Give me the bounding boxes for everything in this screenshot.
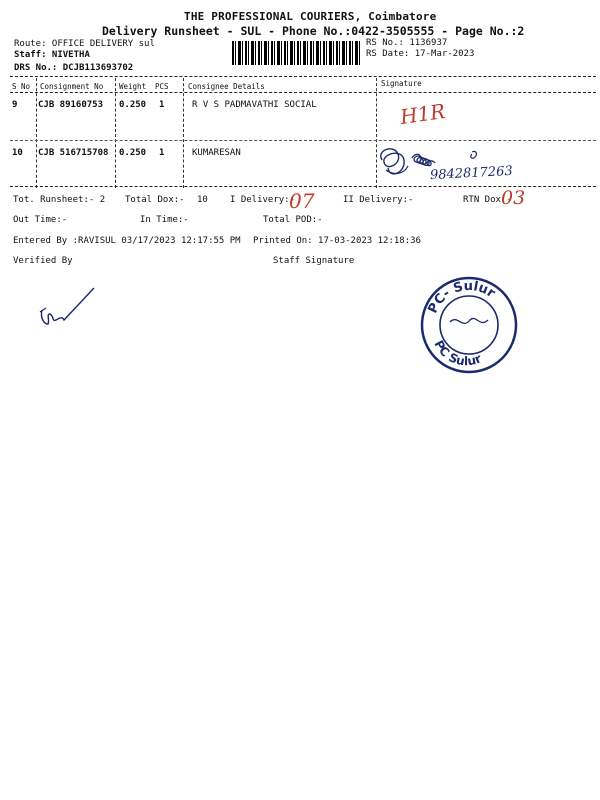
row-consignee: KUMARESAN [192, 148, 241, 158]
stamp-bottom-text: PC Sulur [431, 338, 484, 369]
row-weight: 0.250 [119, 148, 147, 158]
staff-label: Staff: NIVETHA [14, 50, 90, 60]
col-divider [36, 78, 37, 188]
row-weight: 0.250 [119, 100, 147, 110]
i-delivery-label: I Delivery:- [230, 195, 296, 205]
table-header-rule [10, 92, 596, 93]
col-divider [115, 78, 116, 188]
total-dox-value: 10 [197, 195, 208, 205]
column-header-pcs: PCS [155, 82, 169, 91]
rs-date: RS Date: 17-Mar-2023 [366, 49, 475, 59]
row-signature-note: H1R [398, 98, 447, 130]
column-header-consignment: Consignment No [40, 82, 104, 91]
stamp-top-text: PC- Sulur [425, 278, 498, 316]
ii-delivery-label: II Delivery:- [343, 195, 414, 205]
runsheet-subtitle: Delivery Runsheet - SUL - Phone No.:0422-3505555 - Page No.:2 [102, 24, 525, 38]
row-sno: 9 [12, 100, 18, 110]
row-consignee: R V S PADMAVATHI SOCIAL [192, 100, 317, 110]
drs-number: DRS No.: DCJB113693702 [14, 63, 134, 73]
entered-by: Entered By :RAVISUL 03/17/2023 12:17:55 PM [13, 236, 241, 246]
row-consignment: CJB 89160753 [38, 100, 104, 110]
row-sno: 10 [12, 148, 23, 158]
printed-on: Printed On: 17-03-2023 12:18:36 [253, 236, 421, 246]
column-header-weight: Weight [119, 82, 147, 91]
rs-number: RS No.: 1136937 [366, 38, 448, 48]
company-title: THE PROFESSIONAL COURIERS, Coimbatore [184, 10, 437, 23]
column-header-consignee: Consignee Details [188, 82, 265, 91]
out-time-label: Out Time:- [13, 215, 68, 225]
total-dox-label: Total Dox:- [125, 195, 185, 205]
staff-signature-label: Staff Signature [273, 256, 355, 266]
column-header-sno: S No [12, 82, 31, 91]
table-top-rule [10, 76, 596, 77]
verifier-signature [36, 284, 100, 336]
column-header-signature: Signature [381, 79, 422, 88]
rtn-dox-label: RTN Dox:- [463, 195, 512, 205]
i-delivery-handwritten: 07 [289, 189, 315, 213]
barcode [232, 41, 360, 65]
tot-runsheet: Tot. Runsheet:- 2 [13, 195, 106, 205]
col-divider [183, 78, 184, 188]
verified-by-label: Verified By [13, 256, 73, 266]
row-signature-note: 9842817263 [429, 163, 514, 184]
total-pod-label: Total POD:- [263, 215, 323, 225]
row-pcs: 1 [159, 148, 165, 158]
route-label: Route: OFFICE DELIVERY sul [14, 39, 155, 49]
row-pcs: 1 [159, 100, 165, 110]
rtn-dox-handwritten: 03 [501, 187, 526, 209]
row-rule [10, 140, 596, 141]
in-time-label: In Time:- [140, 215, 189, 225]
row-consignment: CJB 516715708 [38, 148, 109, 158]
pc-sulur-stamp [414, 270, 524, 380]
